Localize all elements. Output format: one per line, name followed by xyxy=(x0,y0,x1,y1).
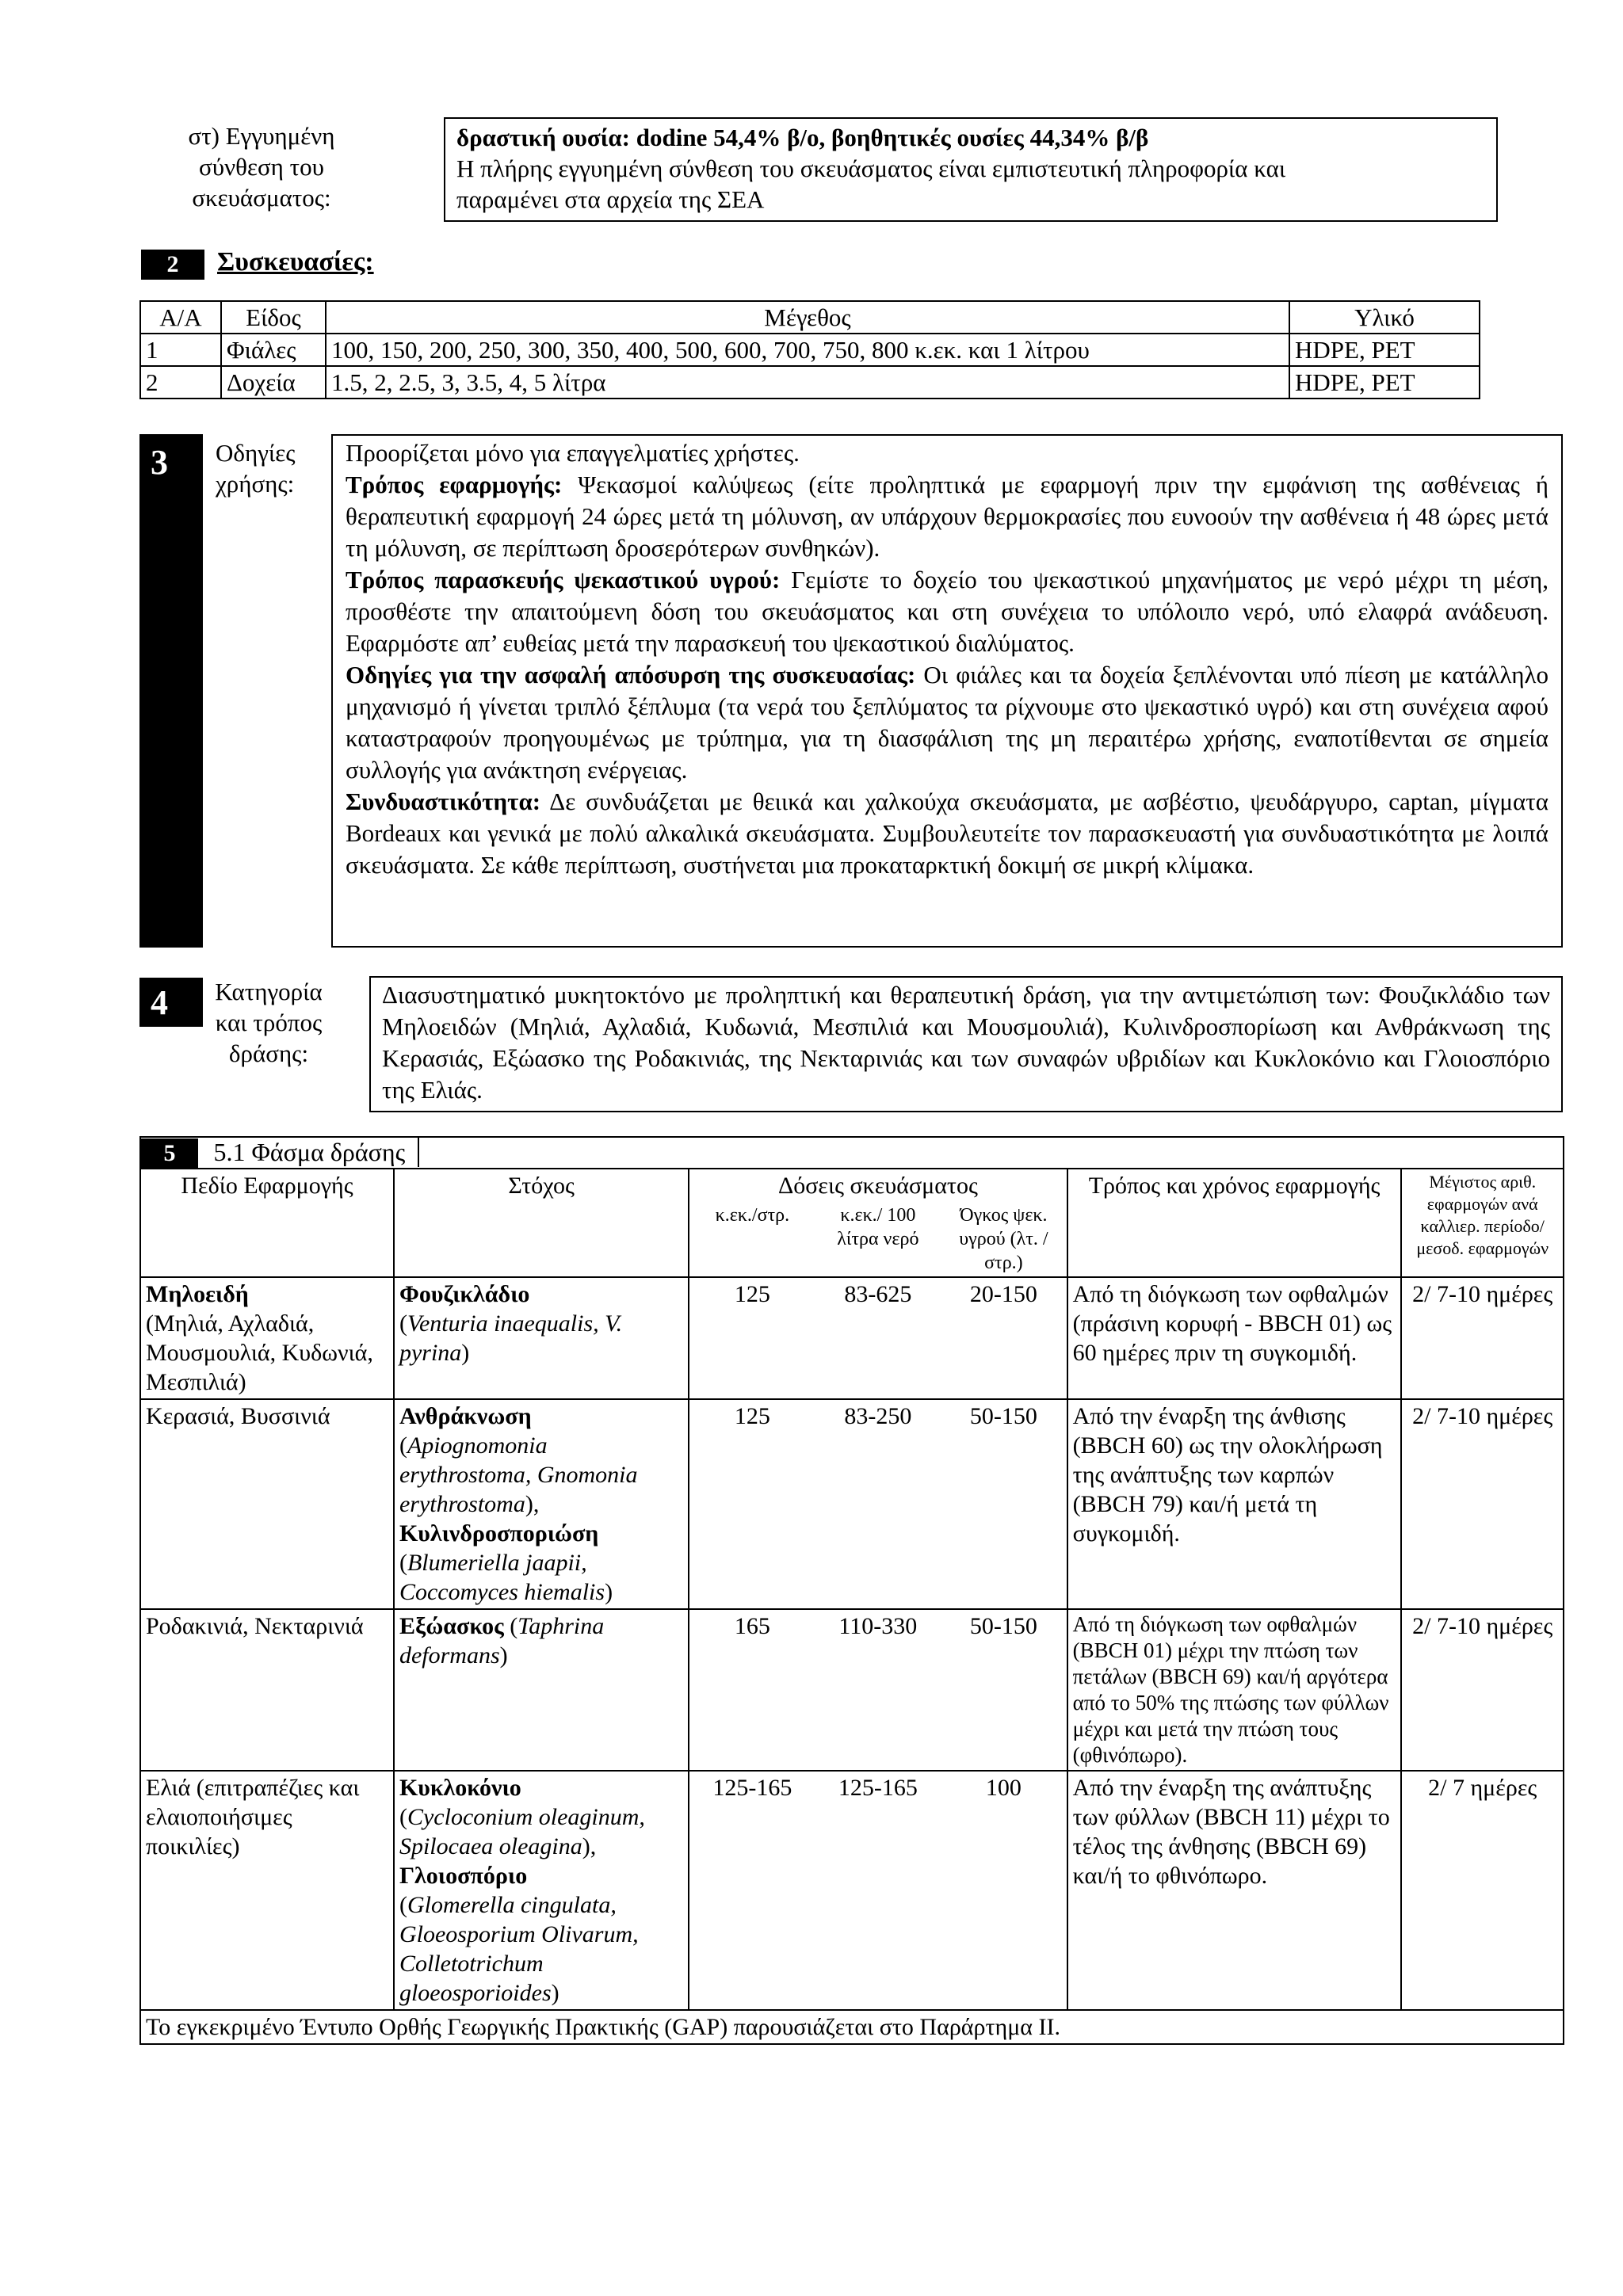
section-3-number: 3 xyxy=(139,434,203,948)
gap-footer: Το εγκεκριμένο Έντυπο Ορθής Γεωργικής Πρακτικής (GAP) παρουσιάζεται στο Παράρτημα ΙΙ. xyxy=(140,2010,1564,2044)
packaging-title: Συσκευασίες: xyxy=(217,247,374,277)
table-row: 1 Φιάλες 100, 150, 200, 250, 300, 350, 400, 500, 600, 700, 750, 800 κ.εκ. και 1 λίτρου HDPE, PET xyxy=(140,334,1480,366)
table-row: 2 Δοχεία 1.5, 2, 2.5, 3, 3.5, 4, 5 λίτρα HDPE, PET xyxy=(140,366,1480,399)
category-box: Διασυστηματικό μυκητοκτόνο με προληπτική και θεραπευτική δράση, για την αντιμετώπιση των: Φουζικλάδιο των Μηλοειδών (Μηλιά, Αχλαδιά, Κυδωνιά, Μεσπιλιά και Μουσμουλιά), Κυλινδροσπορίωση και Ανθράκνωση της Κερασιάς, Εξώασκο της Ροδακινιάς, της Νεκταρινιάς και των συναφών υβριδίων και Κυκλοκόνιο και Γλοιοσπόριο της Ελιάς. xyxy=(369,976,1563,1112)
section-5-number: 5 xyxy=(141,1138,198,1168)
packaging-table: Α/Α Είδος Μέγεθος Υλικό 1 Φιάλες 100, 150, 200, 250, 300, 350, 400, 500, 600, 700, 750, 800 κ.εκ. και 1 λίτρου HDPE, PET 2 Δοχεία 1.5, 2, 2.5, 3, 3.5, 4, 5 λίτρα HDPE, PET xyxy=(139,300,1480,399)
table-row: Κερασιά, Βυσσινιά Ανθράκνωση (Apiognomonia erythrostoma, Gnomonia erythrostoma), Κυλινδροσποριώση (Blumeriella jaapii, Coccomyces hiemalis) 125 83-250 50-150 Από την έναρξη της άνθισης (BBCH 60) ως την ολοκλήρωση της ανάπτυξης των καρπών (BBCH 79) και/ή μετά τη συγκομιδή. 2/ 7-10 ημέρες xyxy=(140,1399,1564,1609)
instructions-label: Οδηγίες χρήσης: xyxy=(216,439,296,498)
instructions-box: Προορίζεται μόνο για επαγγελματίες χρήστες. Τρόπος εφαρμογής: Ψεκασμοί καλύψεως (είτε προληπτικά με εφαρμογή πριν την εμφάνιση της ασθένειας ή θεραπευτική εφαρμογή 24 ώρες μετά τη μόλυνση, αν υπάρχουν θερμοκρασίες που ευνοούν την ασθένεια ή 48 ώρες μετά τη μόλυνση, σε περίπτωση δροσερότερων συνθηκών). Τρόπος παρασκευής ψεκαστικού υγρού: Γεμίστε το δοχείο του ψεκαστικού μηχανήματος με νερό μέχρι τη μέση, προσθέστε την απαιτούμενη δόση του σκευάσματος και στη συνέχεια το υπόλοιπο νερό, υπό ελαφρά ανάδευση. Εφαρμόστε απ’ ευθείας μετά την παρασκευή του ψεκαστικού διαλύματος. Οδηγίες για την ασφαλή απόσυρση της συσκευασίας: Οι φιάλες και τα δοχεία ξεπλένονται υπό πίεση με κατάλληλο μηχανισμό ή γίνεται τριπλό ξέπλυμα (τα νερά του ξεπλύματος τα ρίχνουμε στο ψεκαστικό υγρό) και στη συνέχεια αφού καταστραφούν προηγουμένως με τρύπημα, για τη διασφάλιση της μη περαιτέρω χρήσης, εναποτίθενται σε σημεία συλλογής για ανάκτηση ενέργειας. Συνδυαστικότητα: Δε συνδυάζεται με θειικά και χαλκούχα σκευάσματα, με ασβέστιο, ψευδάργυρο, captan, μίγματα Bordeaux και γενικά με πολύ αλκαλικά σκευάσματα. Συμβουλευτείτε τον παρασκευαστή για συνδυαστικότητα με λοιπά σκευάσματα. Σε κάθε περίπτωση, συστήνεται μια προκαταρκτική δοκιμή σε μικρή κλίμακα. xyxy=(331,434,1563,948)
spectrum-table: 5 5.1 Φάσμα δράσης Πεδίο Εφαρμογής Στόχος Δόσεις σκευάσματος Τρόπος και χρόνος εφαρμογής Μέγιστος αριθ. εφαρμογών ανά καλλιερ. περίοδο/μεσοδ. εφαρμογών κ.εκ./στρ. κ.εκ./ 100 λίτρα νερό Όγκος ψεκ. υγρού (λτ. / στρ.) Μηλοειδή (Μηλιά, Αχλαδιά, Μουσμουλιά, Κυδωνιά, Μεσπιλιά) Φουζικλάδιο (Venturia inaequalis, V. pyrina) 125 83-625 20-150 Από τη διόγκωση των οφθαλμών (πράσινη κορυφή - BBCH 01) ως 60 ημέρες πριν τη συγκομιδή. 2/ 7-10 ημέρες Κερασιά, Βυσσινιά Ανθράκνωση (Apiognomonia erythrostoma, Gnomonia erythrostoma), Κυλινδροσποριώση (Blumeriella jaapii, Coccomyces hiemalis) 125 83-250 50-150 Από την έναρξη της άνθισης (BBCH 60) ως την ολοκλήρωση της ανάπτυξης των καρπών (BBCH 79) και/ή μετά τη συγκομιδή. 2/ 7-10 ημέρες Ροδακινιά, Νεκταρινιά Εξώασκος (Taphrina deformans) 165 110-330 50-150 Από τη διόγκωση των οφθαλμών (BBCH 01) μέχρι την πτώση των πετάλων (BBCH 69) και/ή αργότερα από το 50% της πτώσης των φύλλων μέχρι και μετά την πτώση τους (φθινόπωρο). 2/ 7-10 ημέρες Ελιά (επιτραπέζιες και ελαιοποιήσιμες ποικιλίες) Κυκλοκόνιο (Cycloconium oleaginum, Spilocaea oleagina), Γλοιοσπόριο (Glomerella cingulata, Gloeosporium Olivarum, Colletotrichum gloeosporioides) 125-165 125-165 100 Από την έναρξη της ανάπτυξης των φύλλων (BBCH 11) μέχρι το τέλος της άνθησης (BBCH 69) και/ή το φθινόπωρο. 2/ 7 ημέρες Το εγκεκριμένο Έντυπο Ορθής Γεωργικής Πρακτικής (GAP) παρουσιάζεται στο Παράρτημα ΙΙ. xyxy=(139,1136,1564,2045)
table-row: Ροδακινιά, Νεκταρινιά Εξώασκος (Taphrina deformans) 165 110-330 50-150 Από τη διόγκωση των οφθαλμών (BBCH 01) μέχρι την πτώση των πετάλων (BBCH 69) και/ή αργότερα από το 50% της πτώσης των φύλλων μέχρι και μετά την πτώση τους (φθινόπωρο). 2/ 7-10 ημέρες xyxy=(140,1609,1564,1771)
composition-note-1: Η πλήρης εγγυημένη σύνθεση του σκευάσματος είναι εμπιστευτική πληροφορία και xyxy=(456,154,1286,182)
spectrum-title: 5.1 Φάσμα δράσης xyxy=(204,1138,420,1167)
composition-label: στ) Εγγυημένη σύνθεση του σκευάσματος: xyxy=(188,122,335,212)
section-4-number: 4 xyxy=(139,978,203,1027)
composition-note-2: παραμένει στα αρχεία της ΣΕΑ xyxy=(456,185,765,213)
category-label: Κατηγορία και τρόπος δράσης: xyxy=(215,978,323,1067)
table-row: Μηλοειδή (Μηλιά, Αχλαδιά, Μουσμουλιά, Κυδωνιά, Μεσπιλιά) Φουζικλάδιο (Venturia inaequalis, V. pyrina) 125 83-625 20-150 Από τη διόγκωση των οφθαλμών (πράσινη κορυφή - BBCH 01) ως 60 ημέρες πριν τη συγκομιδή. 2/ 7-10 ημέρες xyxy=(140,1277,1564,1399)
section-2-number: 2 xyxy=(141,250,204,280)
active-substance: δραστική ουσία: dodine 54,4% β/ο, βοηθητικές ουσίες 44,34% β/β xyxy=(456,124,1149,151)
table-row: Ελιά (επιτραπέζιες και ελαιοποιήσιμες ποικιλίες) Κυκλοκόνιο (Cycloconium oleaginum, Spilocaea oleagina), Γλοιοσπόριο (Glomerella cingulata, Gloeosporium Olivarum, Colletotrichum gloeosporioides) 125-165 125-165 100 Από την έναρξη της ανάπτυξης των φύλλων (BBCH 11) μέχρι το τέλος της άνθησης (BBCH 69) και/ή το φθινόπωρο. 2/ 7 ημέρες xyxy=(140,1771,1564,2010)
composition-box xyxy=(444,117,1498,222)
